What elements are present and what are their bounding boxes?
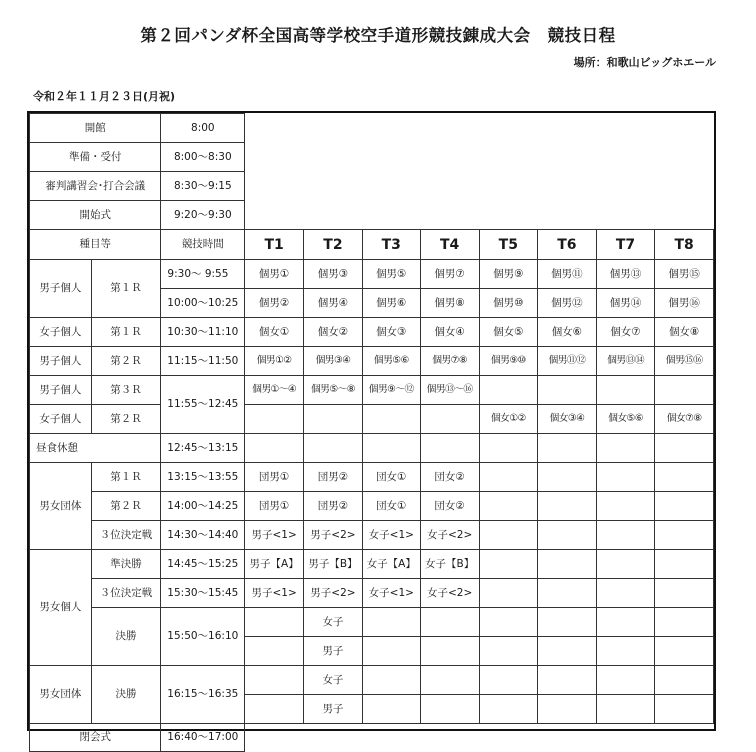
opening-label: 審判講習会･打合会議 — [30, 172, 161, 201]
empty-cell — [362, 405, 420, 434]
empty-cell — [245, 405, 304, 434]
table-row — [30, 666, 714, 695]
empty-cell — [538, 695, 597, 724]
match-cell: 男子<1> — [245, 521, 304, 550]
court-header: T2 — [304, 230, 363, 260]
match-cell: 団女② — [420, 492, 479, 521]
empty-cell — [479, 666, 538, 695]
match-cell: 団男② — [304, 492, 363, 521]
time-cell: 10:30～11:10 — [161, 318, 245, 347]
round-cell: 第３Ｒ — [91, 376, 161, 405]
match-cell: 個男①② — [245, 347, 304, 376]
match-cell: 団男① — [245, 463, 304, 492]
category-cell: 男子個人 — [30, 376, 92, 405]
empty-cell — [538, 637, 597, 666]
empty-cell — [538, 434, 597, 463]
empty-cell — [420, 695, 479, 724]
closing-label: 閉会式 — [30, 724, 161, 752]
empty-cell — [479, 376, 538, 405]
table-row — [30, 434, 714, 463]
empty-cell — [479, 492, 538, 521]
match-cell: 個女⑤⑥ — [596, 405, 655, 434]
match-cell: 男子【B】 — [304, 550, 363, 579]
table-row — [30, 260, 714, 289]
empty-cell — [596, 579, 655, 608]
round-cell: 第１Ｒ — [91, 463, 161, 492]
empty-cell — [596, 434, 655, 463]
match-cell: 個男④ — [304, 289, 363, 318]
round-cell: 第１Ｒ — [91, 260, 161, 318]
table-row — [30, 579, 714, 608]
table-row — [30, 492, 714, 521]
round-cell: 第２Ｒ — [91, 347, 161, 376]
empty-cell — [479, 579, 538, 608]
court-header: T5 — [479, 230, 538, 260]
empty-cell — [655, 579, 714, 608]
time-cell: 11:15～11:50 — [161, 347, 245, 376]
match-cell: 個男⑤⑥ — [362, 347, 420, 376]
match-cell: 個男⑦⑧ — [420, 347, 479, 376]
empty-cell — [245, 608, 304, 637]
match-cell: 団男① — [245, 492, 304, 521]
empty-cell — [245, 695, 304, 724]
header-time: 競技時間 — [161, 230, 245, 260]
empty-cell — [538, 666, 597, 695]
match-cell: 個男⑬ — [596, 260, 655, 289]
match-cell: 個男⑤～⑧ — [304, 376, 363, 405]
match-cell: 個女② — [304, 318, 363, 347]
opening-label: 開館 — [30, 114, 161, 143]
schedule-frame — [27, 111, 716, 744]
match-cell: 男子 — [304, 637, 363, 666]
match-cell: 個男⑨ — [479, 260, 538, 289]
match-cell: 個男⑧ — [420, 289, 479, 318]
match-cell: 個男⑯ — [655, 289, 714, 318]
empty-cell — [596, 550, 655, 579]
opening-label: 開始式 — [30, 201, 161, 230]
lunch-label: 昼食休憩 — [30, 434, 161, 463]
empty-cell — [655, 434, 714, 463]
empty-cell — [245, 434, 304, 463]
match-cell: 個女⑦ — [596, 318, 655, 347]
empty-cell — [362, 666, 420, 695]
opening-time: 8:00～8:30 — [161, 143, 245, 172]
match-cell: 個男⑨～⑫ — [362, 376, 420, 405]
match-cell: 個男⑬～⑯ — [420, 376, 479, 405]
court-header: T3 — [362, 230, 420, 260]
match-cell: 女子 — [304, 666, 363, 695]
empty-cell — [538, 463, 597, 492]
table-row — [30, 405, 714, 434]
opening-label: 準備・受付 — [30, 143, 161, 172]
empty-cell — [362, 695, 420, 724]
time-cell: 15:50～16:10 — [161, 608, 245, 666]
empty-cell — [304, 434, 363, 463]
round-cell: 第２Ｒ — [91, 405, 161, 434]
match-cell: 個女⑥ — [538, 318, 597, 347]
match-cell: 個男⑨⑩ — [479, 347, 538, 376]
empty-cell — [596, 666, 655, 695]
time-cell: 12:45～13:15 — [161, 434, 245, 463]
category-cell: 女子個人 — [30, 318, 92, 347]
match-cell: 団男② — [304, 463, 363, 492]
court-header: T4 — [420, 230, 479, 260]
match-cell: 個男② — [245, 289, 304, 318]
empty-cell — [538, 376, 597, 405]
empty-cell — [538, 579, 597, 608]
round-cell: ３位決定戦 — [91, 579, 161, 608]
empty-cell — [420, 608, 479, 637]
match-cell: 個女⑤ — [479, 318, 538, 347]
time-cell: 10:00～10:25 — [161, 289, 245, 318]
match-cell: 個男⑮⑯ — [655, 347, 714, 376]
empty-cell — [596, 608, 655, 637]
empty-cell — [655, 521, 714, 550]
empty-cell — [538, 608, 597, 637]
empty-cell — [655, 695, 714, 724]
category-cell: 男女団体 — [30, 463, 92, 550]
header-event: 種目等 — [30, 230, 161, 260]
empty-cell — [479, 521, 538, 550]
match-cell: 個男⑩ — [479, 289, 538, 318]
match-cell: 女子 — [304, 608, 363, 637]
court-header: T6 — [538, 230, 597, 260]
match-cell: 男子<2> — [304, 521, 363, 550]
empty-cell — [245, 666, 304, 695]
empty-cell — [596, 376, 655, 405]
schedule-table — [29, 113, 714, 752]
empty-cell — [655, 376, 714, 405]
match-cell: 個女⑦⑧ — [655, 405, 714, 434]
match-cell: 個女① — [245, 318, 304, 347]
empty-cell — [479, 434, 538, 463]
table-row — [30, 376, 714, 405]
category-cell: 女子個人 — [30, 405, 92, 434]
match-cell: 女子<1> — [362, 579, 420, 608]
opening-time: 9:20～9:30 — [161, 201, 245, 230]
match-cell: 個男⑫ — [538, 289, 597, 318]
empty-cell — [362, 637, 420, 666]
empty-cell — [479, 463, 538, 492]
empty-cell — [596, 695, 655, 724]
category-cell: 男子個人 — [30, 260, 92, 318]
match-cell: 個男③④ — [304, 347, 363, 376]
opening-time: 8:00 — [161, 114, 245, 143]
blank-area — [245, 114, 714, 230]
round-cell: 決勝 — [91, 608, 161, 666]
event-date: 令和２年１１月２３日(月祝) — [33, 90, 176, 103]
table-row — [30, 347, 714, 376]
match-cell: 団女① — [362, 492, 420, 521]
match-cell: 個男③ — [304, 260, 363, 289]
empty-cell — [420, 666, 479, 695]
empty-cell — [538, 492, 597, 521]
empty-cell — [655, 666, 714, 695]
category-cell: 男子個人 — [30, 347, 92, 376]
match-cell: 男子【A】 — [245, 550, 304, 579]
table-row — [30, 724, 714, 752]
empty-cell — [479, 695, 538, 724]
match-cell: 女子【B】 — [420, 550, 479, 579]
match-cell: 個女⑧ — [655, 318, 714, 347]
time-cell: 14:00～14:25 — [161, 492, 245, 521]
empty-cell — [655, 608, 714, 637]
match-cell: 個男①～④ — [245, 376, 304, 405]
opening-time: 8:30～9:15 — [161, 172, 245, 201]
empty-cell — [538, 550, 597, 579]
match-cell: 個男⑪ — [538, 260, 597, 289]
table-row — [30, 521, 714, 550]
time-cell: 9:30～ 9:55 — [161, 260, 245, 289]
time-cell: 16:15～16:35 — [161, 666, 245, 724]
match-cell: 団女① — [362, 463, 420, 492]
empty-cell — [655, 550, 714, 579]
match-cell: 個男⑬⑭ — [596, 347, 655, 376]
table-row — [30, 463, 714, 492]
blank-area — [245, 724, 714, 752]
empty-cell — [420, 637, 479, 666]
venue-label: 場所：和歌山ビッグホエール — [573, 56, 716, 69]
match-cell: 男子<1> — [245, 579, 304, 608]
time-cell: 16:40～17:00 — [161, 724, 245, 752]
empty-cell — [655, 492, 714, 521]
empty-cell — [245, 637, 304, 666]
empty-cell — [362, 434, 420, 463]
empty-cell — [304, 405, 363, 434]
court-header: T8 — [655, 230, 714, 260]
match-cell: 個男⑭ — [596, 289, 655, 318]
round-cell: ３位決定戦 — [91, 521, 161, 550]
table-row — [30, 114, 714, 143]
table-row — [30, 608, 714, 637]
time-cell: 14:30～14:40 — [161, 521, 245, 550]
match-cell: 個女③④ — [538, 405, 597, 434]
empty-cell — [420, 405, 479, 434]
match-cell: 個男① — [245, 260, 304, 289]
time-cell: 13:15～13:55 — [161, 463, 245, 492]
match-cell: 個男⑮ — [655, 260, 714, 289]
time-cell: 15:30～15:45 — [161, 579, 245, 608]
round-cell: 決勝 — [91, 666, 161, 724]
empty-cell — [596, 492, 655, 521]
header-row — [30, 230, 714, 260]
match-cell: 個女③ — [362, 318, 420, 347]
match-cell: 女子<1> — [362, 521, 420, 550]
category-cell: 男女個人 — [30, 550, 92, 666]
empty-cell — [596, 521, 655, 550]
empty-cell — [655, 463, 714, 492]
match-cell: 個女①② — [479, 405, 538, 434]
round-cell: 第１Ｒ — [91, 318, 161, 347]
court-header: T7 — [596, 230, 655, 260]
empty-cell — [479, 637, 538, 666]
match-cell: 女子<2> — [420, 521, 479, 550]
empty-cell — [362, 608, 420, 637]
match-cell: 個男⑪⑫ — [538, 347, 597, 376]
table-row — [30, 550, 714, 579]
time-cell: 11:55～12:45 — [161, 376, 245, 434]
empty-cell — [596, 637, 655, 666]
empty-cell — [479, 608, 538, 637]
round-cell: 準決勝 — [91, 550, 161, 579]
match-cell: 男子 — [304, 695, 363, 724]
match-cell: 個男⑦ — [420, 260, 479, 289]
table-row — [30, 318, 714, 347]
match-cell: 男子<2> — [304, 579, 363, 608]
empty-cell — [596, 463, 655, 492]
court-header: T1 — [245, 230, 304, 260]
empty-cell — [420, 434, 479, 463]
round-cell: 第２Ｒ — [91, 492, 161, 521]
match-cell: 団女② — [420, 463, 479, 492]
time-cell: 14:45～15:25 — [161, 550, 245, 579]
empty-cell — [538, 521, 597, 550]
empty-cell — [479, 550, 538, 579]
match-cell: 女子<2> — [420, 579, 479, 608]
empty-cell — [655, 637, 714, 666]
category-cell: 男女団体 — [30, 666, 92, 724]
match-cell: 女子【A】 — [362, 550, 420, 579]
match-cell: 個女④ — [420, 318, 479, 347]
match-cell: 個男⑥ — [362, 289, 420, 318]
match-cell: 個男⑤ — [362, 260, 420, 289]
page-title: 第２回パンダ杯全国高等学校空手道形競技錬成大会 競技日程 — [140, 26, 616, 45]
